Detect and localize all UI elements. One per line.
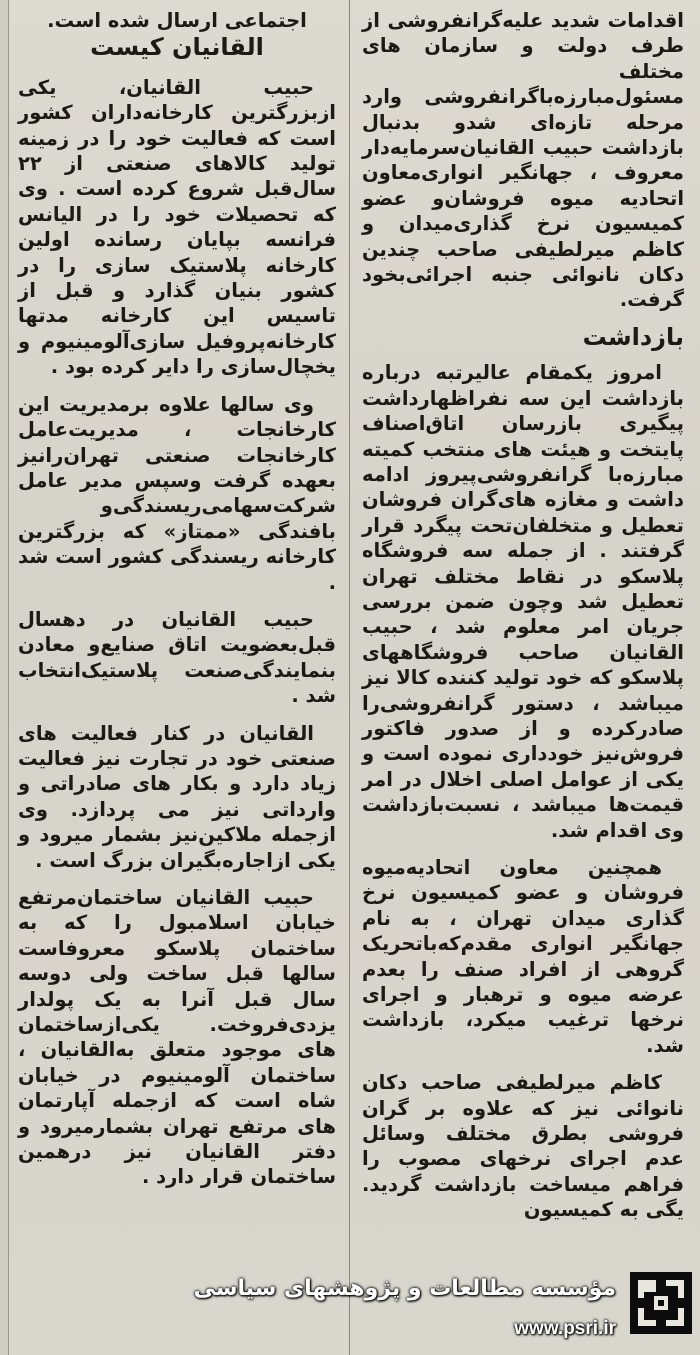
article-paragraph: امروز یکمقام عالیرتبه درباره بازداشت این سه نفراظهارداشت پیگیری بازرسان اتاق‌اصناف پایتخت و هیئت های منتخب کمیته مبارزه‌با گرانفروشی‌پیروز ادامه داشت و مغازه های‌گران فروشان تعطیل و متخلفان‌تحت پیگرد قرار گرفتند . از جمله سه فروشگاه پلاسکو در نقاط مختلف تهران تعطیل شد وچون ضمن بررسی جریان امر معلوم شد ، حبیب القانیان صاحب فروشگاههای پلاسکو که خود تولید کننده کالا نیز میباشد ، دستور گرانفروشی‌را صادرکرده و از صدور فاکتور فروش‌نیز خودداری نموده است و یکی از عوامل اصلی اخلال در امر قیمت‌ها میباشد ، نسبت‌بازداشت وی اقدام شد. [362,361,684,842]
article-paragraph: القانیان در کنار فعالیت های صنعتی خود در تجارت نیز فعالیت زیاد دارد و بکار های صادراتی و وارداتی نیز می پردازد. وی ازجمله ملاکین‌نیز بشمار میرود و یکی ازاجاره‌بگیران بزرگ است . [18,721,336,872]
article-paragraph: حبیب القانیان، یکی ازبزرگترین کارخانه‌داران کشور است که فعالیت خود را در زمینه تولید کالاهای صنعتی از ۲۲ سال‌قبل شروع کرده است . وی که تحصیلات خود را در الیانس فرانسه بپایان رسانده اولین کارخانه پلاستیک سازی را در کشور بنیان گذارد و قبل از تاسیس این کارخانه مدتها کارخانه‌پروفیل سازی‌آلومینیوم و یخچال‌سازی را دایر کرده بود . [18,75,336,379]
article-paragraph: وی سالها علاوه برمدیریت این کارخانجات ، مدیریت‌عامل کارخانجات صنعتی تهران‌رانیز بعهده گرفت وسپس مدیر عامل شرکت‌سهامی‌ریسندگی‌و بافندگی «ممتاز» که بزرگترین کارخانه ریسندگی کشور است شد . [18,392,336,594]
article-paragraph [362,1070,684,1222]
continued-line: اجتماعی ارسال شده است. [47,9,307,32]
column-divider [349,0,350,1355]
left-column [18,8,336,1202]
article-paragraph: اقدامات شدید علیه‌گرانفروشی از طرف دولت و سازمان های مختلف مسئول‌مبارزه‌باگرانفروشی وارد مرحله تازه‌ای شدو بدنبال بازداشت حبیب القانیان‌سرمایه‌دار معروف ، جهانگیر انواری‌معاون اتحادیه میوه فروشان‌و عضو کمیسیون نرخ گذاری‌میدان و کاظم میرلطیفی صاحب چندین دکان نانوائی جنبه اجرائی‌بخود گرفت. [362,9,684,312]
section-heading-arrest: بازداشت [582,322,684,351]
watermark-institute-name: مؤسسه مطالعات و پژوهشهای سیاسی [193,1276,616,1301]
watermark [193,1262,698,1355]
article-paragraph: حبیب القانیان در دهسال قبل‌بعضویت اتاق صنایع‌و معادن بنمایندگی‌صنعت پلاستیک‌انتخاب شد . [18,607,336,708]
watermark-url: www.psri.ir [514,1318,616,1339]
article-paragraph: حبیب القانیان ساختمان‌مرتفع خیابان اسلامبول را که به ساختمان پلاسکو معروفاست سالها قبل ساخت ولی دوسه سال قبل آنرا به یک پولدار یزدی‌فروخت. یکی‌ازساختمان های موجود متعلق به‌القانیان ، ساختمان آلومینیوم در خیابان شاه است که ازجمله آپارتمان های مرتفع تهران بشمارمیرود و دفتر القانیان نیز درهمین ساختمان قرار دارد . [18,886,336,1189]
institute-logo-icon [630,1272,692,1334]
article-text: کاظم میرلطیفی صاحب دکان نانوائی نیز که علاوه بر گران فروشی بطرق مختلف وسائل عدم اجرای نرخهای مصوب را فراهم میساخت بازداشت گردید. [362,1071,684,1196]
previous-page-edge [0,0,9,1355]
article-paragraph: همچنین معاون اتحادیه‌میوه فروشان و عضو کمیسیون نرخ گذاری میدان تهران ، به نام جهانگیر انواری مقدم‌که‌باتحریک گروهی از افراد صنف را بعدم عرضه میوه و ترهبار و اجرای نرخها ترغیب میکرد، بازداشت شد. [362,856,684,1057]
section-heading-who-is: القانیان کیست [90,33,264,62]
article-text-fragment: یگی به کمیسیون [523,1198,684,1222]
right-column [362,8,684,1235]
